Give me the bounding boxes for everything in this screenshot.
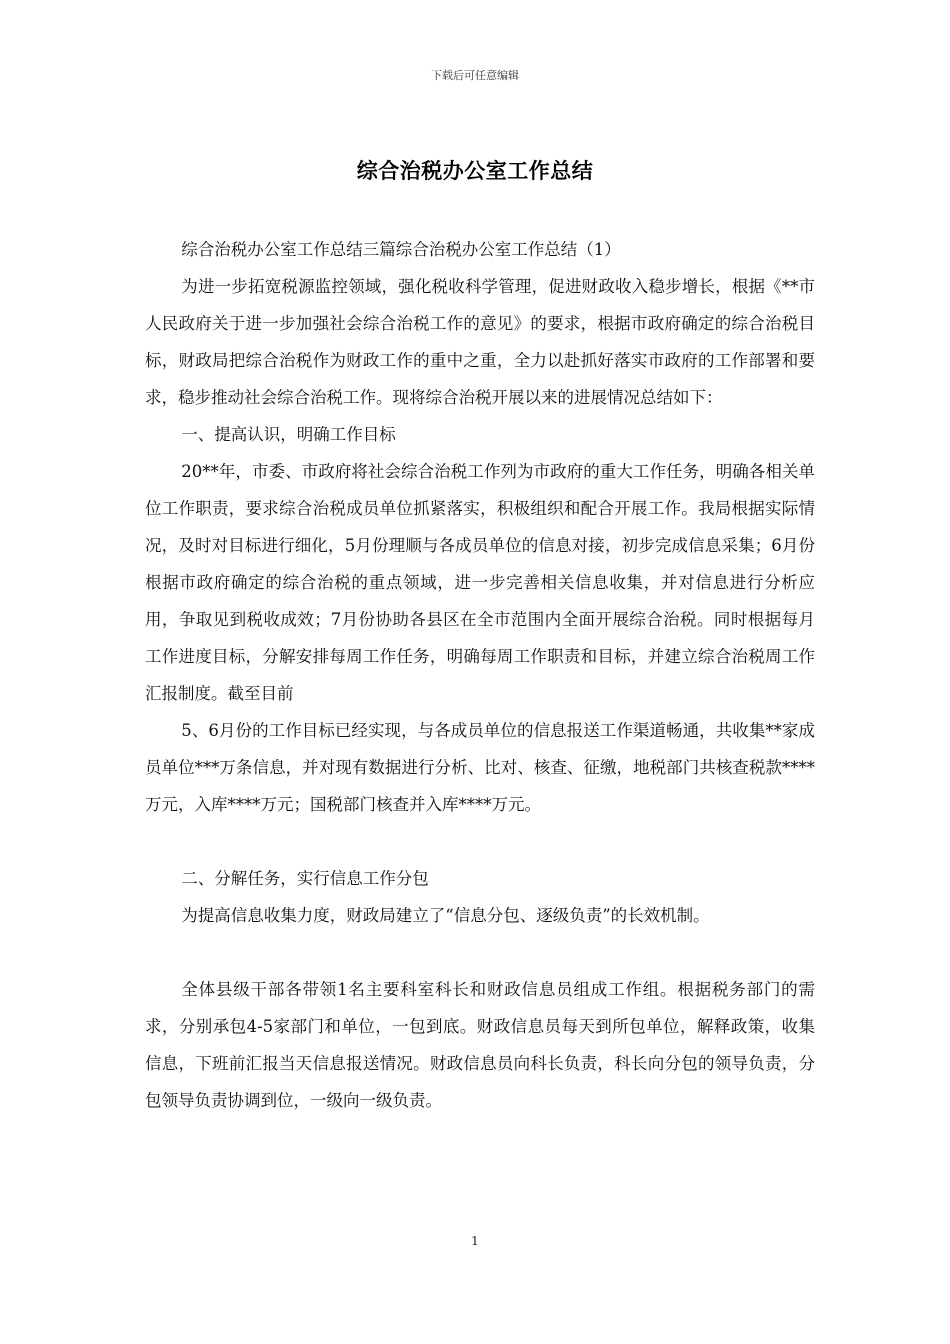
body-paragraph-intro: 为进一步拓宽税源监控领域，强化税收科学管理，促进财政收入稳步增长，根据《**市人民政府关于进一步加强社会综合治税工作的意见》的要求，根据市政府确定的综合治税目标，财政局把综合治税作为财政工作的重中之重，全力以赴抓好落实市政府的工作部署和要求，稳步推动社会综合治税工作。现将综合治税开展以来的进展情况总结如下：: [145, 277, 815, 407]
section-heading-1: 一、提高认识，明确工作目标: [181, 425, 396, 444]
body-paragraph-subtitle: 综合治税办公室工作总结三篇综合治税办公室工作总结（1）: [181, 240, 621, 259]
document-body: [145, 231, 815, 1119]
header-note: 下载后可任意编辑: [431, 69, 519, 82]
body-paragraph-mechanism: 为提高信息收集力度，财政局建立了“信息分包、逐级负责”的长效机制。: [181, 906, 710, 925]
document-title: 综合治税办公室工作总结: [356, 158, 594, 183]
body-paragraph-workgroup: 全体县级干部各带领1名主要科室科长和财政信息员组成工作组。根据税务部门的需求，分别承包4-5家部门和单位，一包到底。财政信息员每天到所包单位，解释政策，收集信息，下班前汇报当天信息报送情况。财政信息员向科长负责，科长向分包的领导负责，分包领导负责协调到位，一级向一级负责。: [145, 980, 815, 1110]
body-paragraph-section1: 20**年，市委、市政府将社会综合治税工作列为市政府的重大工作任务，明确各相关单位工作职责，要求综合治税成员单位抓紧落实，积极组织和配合开展工作。我局根据实际情况，及时对目标进行细化，5月份理顺与各成员单位的信息对接，初步完成信息采集；6月份根据市政府确定的综合治税的重点领域，进一步完善相关信息收集，并对信息进行分析应用，争取见到税收成效；7月份协助各县区在全市范围内全面开展综合治税。同时根据每月工作进度目标，分解安排每周工作任务，明确每周工作职责和目标，并建立综合治税周工作汇报制度。截至目前: [145, 462, 815, 703]
page-number: 1: [471, 1234, 479, 1248]
section-heading-2: 二、分解任务，实行信息工作分包: [181, 869, 429, 888]
body-paragraph-progress: 5、6月份的工作目标已经实现，与各成员单位的信息报送工作渠道畅通，共收集**家成员单位***万条信息，并对现有数据进行分析、比对、核查、征缴，地税部门共核查税款****万元，入库****万元；国税部门核查并入库****万元。: [145, 721, 815, 814]
